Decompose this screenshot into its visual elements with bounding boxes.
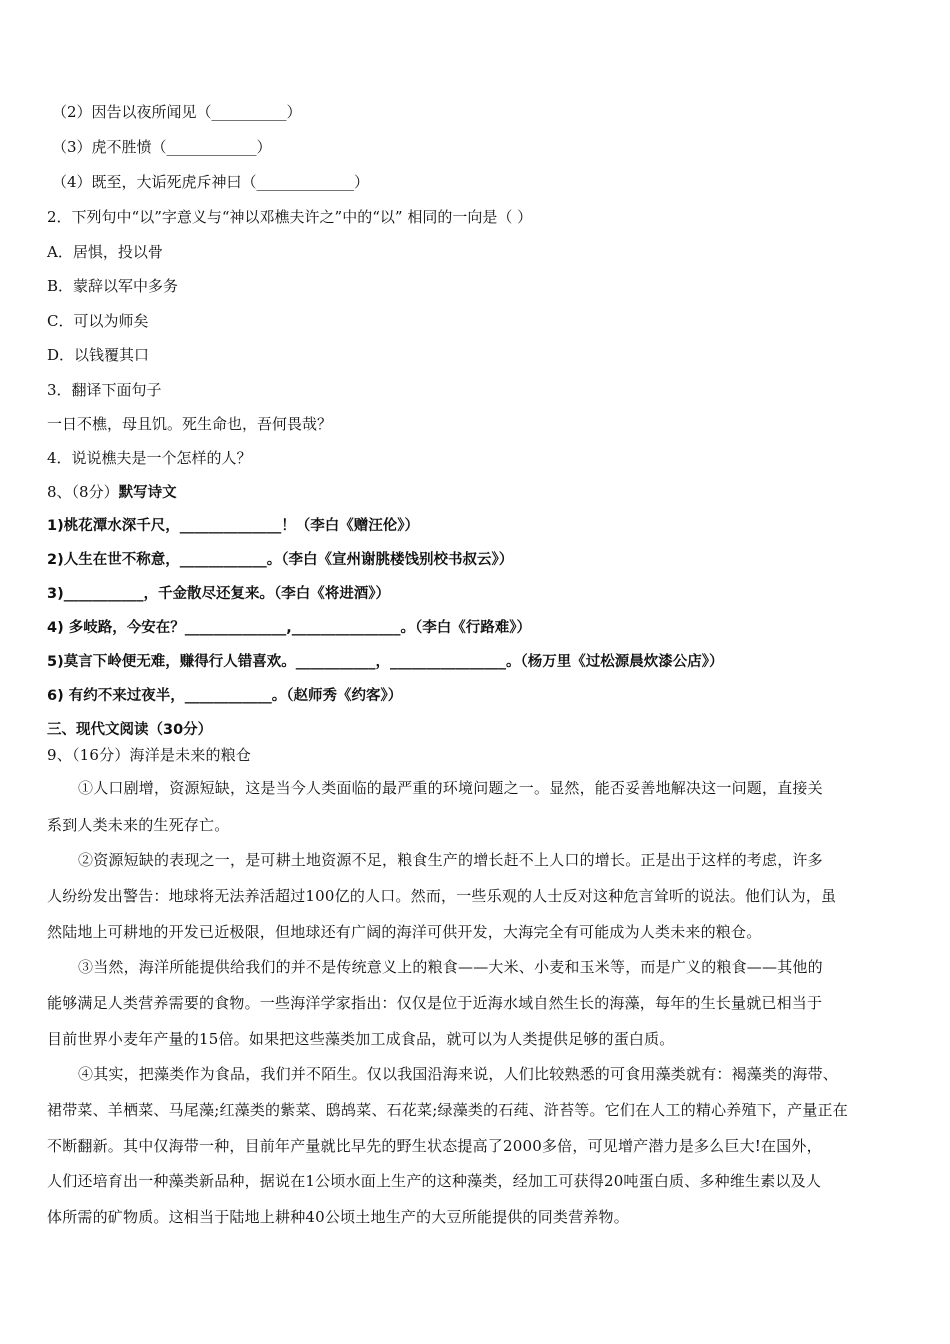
q9-para3-line3: 目前世界小麦年产量的15倍。如果把这些藻类加工成食品，就可以为人类提供足够的蛋白质。 [47,1030,675,1048]
q2-option-d: D．以钱覆其口 [47,346,150,364]
q8-line-3: 3)___________，千金散尽还复来。（李白《将进酒》） [47,586,390,602]
section-3-title: 三、现代文阅读（30分） [47,722,213,738]
q8-line-5: 5)莫言下岭便无难，赚得行人错喜欢。___________，________________。（杨万里《过松源晨炊漆公店》） [47,654,724,670]
q9-para4-line3: 不断翻新。其中仅海带一种，目前年产量就比早先的野生状态提高了2000多倍，可见增产潜力是多么巨大!在国外， [47,1137,822,1155]
q1-item-3: （3）虎不胜愤（____________） [52,138,272,156]
q9-para4-line2: 裙带菜、羊栖菜、马尾藻;红藻类的紫菜、鸱鸪菜、石花菜;绿藻类的石莼、浒苔等。它们在人工的精心养殖下，产量正在 [47,1101,848,1119]
q9-para4-line5: 体所需的矿物质。这相当于陆地上耕种40公顷土地生产的大豆所能提供的同类营养物。 [47,1208,629,1226]
q8-line-2: 2)人生在世不称意，____________。（李白《宣州谢朓楼饯别校书叔云》） [47,552,514,568]
q2-stem: 2．下列句中“以”字意义与“神以邓樵夫许之”中的“以” 相同的一向是（ ） [47,208,533,226]
q2-option-c: C．可以为师矣 [47,312,149,330]
q9-para3-line2: 能够满足人类营养需要的食物。一些海洋学家指出：仅仅是位于近海水域自然生长的海藻，每年的生长量就已相当于 [47,994,823,1012]
q1-item-4: （4）既至，大诟死虎斥神曰（_____________） [52,173,370,191]
q9-para1-line1: ①人口剧增，资源短缺，这是当今人类面临的最严重的环境问题之一。显然，能否妥善地解决这一问题，直接关 [78,779,823,797]
q9-header: 9、（16分）海洋是未来的粮仓 [47,746,252,764]
q9-para4-line4: 人们还培育出一种藻类新品种，据说在1公顷水面上生产的这种藻类，经加工可获得20吨蛋白质、多种维生素以及人 [47,1172,822,1190]
q8-header [47,482,177,503]
q9-para2-line1: ②资源短缺的表现之一，是可耕土地资源不足，粮食生产的增长赶不上人口的增长。正是出于这样的考虑，许多 [78,851,823,869]
q9-para2-line2: 人纷纷发出警告：地球将无法养活超过100亿的人口。然而，一些乐观的人士反对这种危言耸听的说法。他们认为，虽 [47,887,837,905]
q4-stem: 4．说说樵夫是一个怎样的人？ [47,449,252,467]
q1-item-2: （2）因告以夜所闻见（__________） [52,103,302,121]
q9-para3-line1: ③当然，海洋所能提供给我们的并不是传统意义上的粮食——大米、小麦和玉米等，而是广义的粮食——其他的 [78,958,823,976]
q9-para4-line1: ④其实，把藻类作为食品，我们并不陌生。仅以我国沿海来说，人们比较熟悉的可食用藻类就有：褐藻类的海带、 [78,1065,839,1083]
q2-option-b: B．蒙辞以军中多务 [47,277,179,295]
q9-para1-line2: 系到人类未来的生死存亡。 [47,816,230,834]
q8-line-6: 6) 有约不来过夜半，____________。（赵师秀《约客》） [47,688,403,704]
q2-option-a: A．居惧，投以骨 [47,243,163,261]
q9-para2-line3: 然陆地上可耕地的开发已近极限，但地球还有广阔的海洋可供开发，大海完全有可能成为人类未来的粮仓。 [47,923,762,941]
q3-stem: 3．翻译下面句子 [47,381,162,399]
q8-line-1: 1)桃花潭水深千尺，______________！（李白《赠汪伦》） [47,518,419,534]
q8-line-4: 4) 多岐路，今安在？______________,_______________。（李白《行路难》） [47,620,532,636]
q8-number: 8、（8分） [47,483,119,501]
q8-title: 默写诗文 [118,485,177,501]
q3-sentence: 一日不樵，母且饥。死生命也，吾何畏哉？ [47,415,333,433]
